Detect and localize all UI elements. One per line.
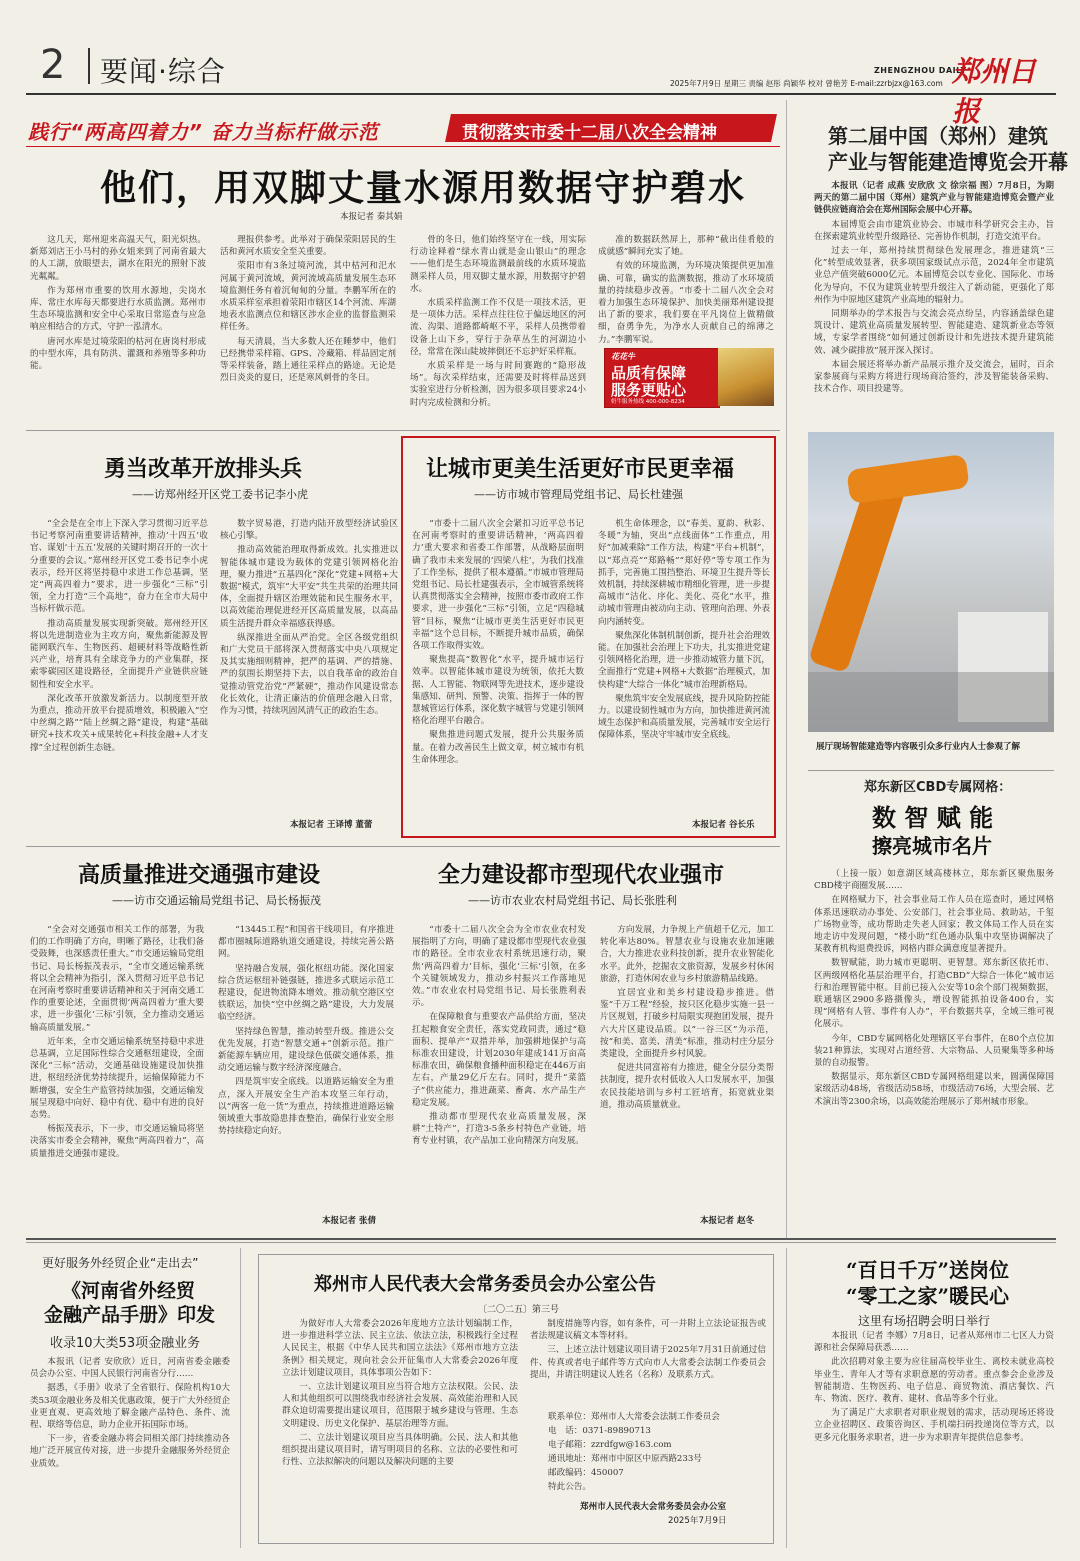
story-agri-title: 全力建设都市型现代农业强市 [438,863,725,888]
notice-body-col2: 制度措施等内容，如有条件，可一并附上立法论证报告或者法规建议稿文本等材料。 三、上述立法计划建议项目请于2025年7月31日前通过信件、传真或者电子邮件等方式向市人大常委会法制工作委员会提出，并请注明建议人姓名（名称）及联系方式。 [530,1319,766,1380]
notice-postcode: 邮政编码：450007 [548,1468,624,1478]
notice-signature: 郑州市人民代表大会常务委员会办公室 [580,1502,727,1512]
lead-story-body-col3: 骨的冬日，他们始终坚守在一线，用实际行动诠释着“绿水青山就是金山银山”的理念——他们是生态环境监测最前线的水质环境监测采样人员，用双脚丈量水源，用数据守护碧水。 水质采样监测工作不仅是一项技术活，更是一项体力活。采样点往往位于偏远地区的河流、沟渠、道路都崎岖不平，采样人员携带着设备上山下乡，穿行于杂草丛生的河湖边小径，常常在深山陡坡摔倒还不忘护好采样瓶。 水质采样是一场与时间赛跑的“隐形战场”。每次采样结束，还需要及时将样品送到实验室进行分析检测，因为很多项目要求24小时内完成检测和分析。 [410,235,586,408]
lead-story-body-col4: 准的数据跃然屏上，那种“截出佳肴般的成就感”瞬间充实了她。 有效的环境监测，为环境决策提供更加准确、可靠，确实的监测数据，推动了水环境质量的持续稳步改善。“市委十二届八次全会对着力加强生态环境保护、加快美丽郑州建设提出了新的要求，我们要在平凡岗位上做精做细，奋勇争先，为净水人贡献自己的绵薄之力。”李鹏军说。 [598,235,774,345]
story-transport-body-col2: “13445工程”和国省干线项目，有序推进都市圈城际道路轨道交通建设，持续完善公路网。 坚持融合发展，强化枢纽功能。深化国家综合货运枢纽补链强链，推进多式联运示范工程建设，促进物流降本增效。推动航空港区空铁联运，加快“空中丝绸之路”建设，大力发展临空经济。 坚持绿色智慧，推动转型升级。推进公交优先发展，打造“智慧交通+”创新示范。推广新能源车辆应用，建设绿色低碳交通体系，推动交通运输与数字经济深度融合。 四是筑牢安全底线。以道路运输安全为重点，深入开展安全生产治本攻坚三年行动，以“两客一危一货”为重点，持续推进道路运输领域重大事故隐患排查整治，确保行业安全形势持续稳定向好。 [218,925,394,1137]
finance-lead: 本报讯（记者 安欣欣）近日，河南省委金融委员会办公室、中国人民银行河南省分行…… [30,1357,230,1380]
story-center-body-col1: “市委十二届八次全会紧扣习近平总书记在河南考察时的重要讲话精神，‘两高四着力’重大要求和省委工作部署，从战略层面明确了我市未来发展的‘四梁八柱’，为我们找准了工作坐标，提供了根本遵循。”市城市管理局党组书记、局长杜建强表示，全市城管系统将认真贯彻落实全会精神，按照市委市政府工作要求，进一步强化“三标”引领，立足“四稳城管”目标，聚焦“让城市更美生活更好市民更幸福”这个总目标，不断提升城市品质，确保各项工作取得实效。 聚焦提高“数智化”水平，提升城市运行效率。以智能体城市建设为统领，依托大数据、人工智能、物联网等先进技术，逐步建设集感知、研判、预警、决策、指挥于一体的智慧城管运行体系，深化数字城管与党建引领网格化治理平台融合。 聚焦推进问题式发展，提升公共服务质量。在着力改善民生上做文章，树立城市有机生命体理念。 [412,519,584,765]
expo-photo-caption: 展厅现场智能建造等内容吸引众多行业内人士参观了解 [816,742,1021,752]
story-transport-subtitle: ——访市交通运输局党组书记、局长杨振茂 [112,894,321,907]
finance-kicker: 更好服务外经贸企业“走出去” [42,1256,199,1270]
notice-phone: 电 话：0371-89890713 [548,1426,651,1436]
banner-left-slogan: 践行“两高四着力” 奋力当标杆做示范 [28,120,379,144]
notice-number: 〔二〇二五〕第三号 [478,1305,560,1315]
ad-line2: 服务更贴心 [611,381,687,399]
issue-info: 2025年7月9日 星期三 责编 赵彤 尚颖华 校对 曾艳芳 E-mail:zzrbjzx@163.com [670,79,943,88]
story-agri-byline: 本报记者 赵冬 [700,1216,754,1226]
story-center-subtitle: ——访市城市管理局党组书记、局长杜建强 [474,488,683,501]
story-center-byline: 本报记者 谷长乐 [692,820,755,830]
notice-body-col1: 为做好市人大常委会2026年度地方立法计划编制工作，进一步推进科学立法、民主立法、依法立法，积极践行全过程人民民主，根据《中华人民共和国立法法》《郑州市地方立法条例》相关规定，现向社会公开征集市人大常委会2026年度立法计划建议项目，具体事项公告如下： 一、立法计划建议项目应当符合地方立法权限。公民、法人和其他组织可以围绕我市经济社会发展、高效能治理和人民群众迫切需要提出建议项目，范围限于城乡建设与管理、生态文明建设、历史文化保护、基层治理等方面。 二、立法计划建议项目应当具体明确。公民、法人和其他组织提出建议项目时，请写明项目的名称、立法的必要性和可行性、立法拟解决的问题以及解决问题的主要 [282,1319,518,1468]
story-left-title: 勇当改革开放排头兵 [104,457,303,482]
story-left-body-col2: 数字贸易港，打造内陆开放型经济试验区核心引擎。 推动高效能治理取得新成效。扎实推进以智能体城市建设为载体的党建引领网格化治理，聚力推进“五基四化”深化“党建+网格+大数据”模式，筑牢“大平安”共生共荣的治理共同体，全面提升辖区治理效能和民生服务水平，以高效能治理促进经开区高质量发展，以高品质生活提升群众幸福感获得感。 纵深推进全面从严治党。全区各级党组织和广大党员干部将深入贯彻落实中央八项规定及其实施细则精神，把严的基调、严的措施、严的氛围长期坚持下去，以自我革命的政治自觉推动管党治党“严紧硬”，推动作风建设常态化长效化，让清正廉洁的价值理念融入日常，作为习惯，持续巩固风清气正的政治生态。 [220,519,398,717]
paper-logo: 郑州日报 [952,55,1037,128]
cbd-title-line2: 擦亮城市名片 [872,834,992,858]
cbd-kicker: 郑东新区CBD专属网格： [864,780,1012,795]
lead-story-title: 他们，用双脚丈量水源用数据守护碧水 [100,168,747,209]
story-agri-body-col1: “市委十二届八次全会为全市农业农村发展指明了方向，明确了建设都市型现代农业强市的路径。全市农业农村系统迅速行动，聚焦‘两高四着力’目标，强化‘三标’引领，在多个关键领域发力，推动乡村振兴工作落地见效。”市农业农村局党组书记、局长张胜利表示。 在保障粮食与重要农产品供给方面，坚决扛起粮食安全责任，落实党政同责，通过“稳面积、提单产”双措并举，加强耕地保护与高标准农田建设，计划2030年建成141万亩高标准农田，确保粮食播种面积稳定在446万亩左右，产量29亿斤左右。同时，提升“菜篮子”供应能力，推进蔬菜、畜禽、水产品生产稳定发展。 推动都市型现代农业高质量发展，深耕“土特产”，打造3-5条乡村特色产业链，培育专业村镇，农产品加工业向精深方向发展。 [412,925,586,1147]
lead-story-body-col1: 这几天，郑州迎来高温天气，阳光炽热。新郑刘店王小马村的孙女姐来到了河南省最大的人工湖，放眼望去，湖水在阳光的照射下波光粼粼。 作为郑州市重要的饮用水源地，尖岗水库、常庄水库每天都要进行水质监测。郑州市生态环境监测和安全中心采取日常巡查与应急响应相结合的方式，守护一泓清水。 唐河水库是过境荥阳的枯河在唐岗村形成的中型水库，具有防洪、灌溉和养殖等多种功能。 [30,235,206,372]
section-title: 要闻·综合 [100,55,226,88]
expo-title-line1: 第二届中国（郑州）建筑 [828,124,1048,148]
cbd-body: （上接一版）如意湖区域高楼林立，郑东新区聚焦服务CBD楼宇商圈发展…… 在网格赋力下，社会事业局工作人员在巡查时，通过网格体系迅速联动办事处、公安部门，社会事业局、救助站，千玺广场物业等，成功帮助走失老人回家；教文体局工作人员在实地走访中发现问题，“楼小助”红色通办队集中攻坚协调解决了某教育机构退费投诉，网格内群众满意度显著提升。 数智赋能，助力城市更聪明、更智慧。郑东新区依托市、区两级网格化基层治理平台，打造CBD“大综合一体化”城市运行和治理智能中枢。目前已接入公安等10余个部门视频数据，联通辖区2900多路摄像头，增设智能抓拍设备400台，实现“网格有人管、事件有人办”，平台数据共享，全域三维可视化展示。 今年，CBD专属网格化处理辖区平台事件，在80个点位加装21种算法，实现对占道经营、大宗物品、人员聚集等多种场景的自动报警。 数据显示，郑东新区CBD专属网格组建以来，圆满保障国家级活动48场，省级活动58场，市级活动76场，大型会展、艺术演出等2300余场，以高效能治理展示了郑州城市形象。 [814,869,1054,1107]
expo-lead: 本报讯（记者 成燕 安欣欣 文 徐宗福 图）7月8日，为期两天的第二届中国（郑州）建筑产业与智能建造博览会暨产业链供应链商洽会在郑州国际会展中心开幕。 [814,181,1054,216]
masthead [26,40,1056,128]
story-transport-title: 高质量推进交通强市建设 [78,863,321,888]
paper-name-en: ZHENGZHOU DAILY [874,66,967,75]
finance-subtitle: 收录10大类53项金融业务 [50,1336,201,1351]
finance-title-line2: 金融产品手册》印发 [44,1304,216,1326]
story-center-body-col2: 机生命体理念，以“春美、夏韵、秋彩、冬暖”为轴，突出“点线面体”工作重点，用好“加减乘除”工作方法，构建“平台+机制”，以“郑点亮”“郑路畅”“郑好停”等专项工作为抓手，完善施工围挡整治、环境卫生提升等长效机制，持续深耕城市精细化管理，进一步提高城市“洁化、序化、美化、亮化”水平，推动城市管理由被动向主动、管理向治理、外表向内涵转变。 聚焦深化体制机制创新，提升社会治理效能。在加强社会治理上下功夫，扎实推进党建引领网格化治理，进一步推动城管力量下沉，全面推行“党建+网格+大数据”治理模式，加快构建“大综合一体化”城市治理新格局。 聚焦筑牢安全发展底线，提升风险防控能力。以建设韧性城市为方向，加快推进黄河流域生态保护和高质量发展，完善城市安全运行保障体系，坚决守牢城市安全底线。 [598,519,770,741]
finance-title-line1: 《河南省外经贸 [62,1280,196,1302]
jobs-lead: 本报讯（记者 李娜）7月8日，记者从郑州市二七区人力资源和社会保障局获悉…… [814,1331,1054,1354]
notice-title: 郑州市人民代表大会常务委员会办公室公告 [314,1274,656,1295]
ad-line1: 品质有保障 [611,364,687,382]
lead-story-body-col2: 理报供参考。此举对于确保荥阳居民的生活和黄河水质安全至关重要。 荥阳市有3条过境河流，其中枯河和汜水河属于黄河流域，黄河流域高质量发展生态环境监测任务有着沉甸甸的分量。李鹏军所在的水质采样室承担着荥阳市辖区14个河流、库湖地表水监测点位和辖区涉水企业的监督监测采样任务。 每天清晨，当大多数人还在睡梦中，他们已经携带采样箱、GPS、冷藏箱、样品固定剂等采样装备，踏上通往采样点的路途。无论是烈日炎炎的夏日，还是寒风刺骨的冬日。 [220,235,396,384]
story-transport-byline: 本报记者 张倩 [322,1216,376,1226]
ad-product-image [718,348,774,406]
story-center-title: 让城市更美生活更好市民更幸福 [426,457,735,482]
section-divider [88,48,90,84]
cbd-lead: （上接一版）如意湖区域高楼林立，郑东新区聚焦服务CBD楼宇商圈发展…… [814,869,1054,892]
jobs-title-line2: “零工之家”暖民心 [846,1284,1010,1308]
ad-brand: 花花牛 [611,352,635,361]
notice-contact-unit: 联系单位：郑州市人大常委会法制工作委员会 [548,1412,720,1422]
expo-title-line2: 产业与智能建造博览会开幕 [828,150,1068,174]
story-left-byline: 本报记者 王译博 董蕾 [290,820,373,830]
cbd-title-line1: 数 智 赋 能 [872,803,994,832]
notice-email: 电子邮箱：zzrdfgw@163.com [548,1440,672,1450]
jobs-subtitle: 这里有场招聘会明日举行 [858,1314,991,1328]
story-agri-body-col2: 方向发展，力争规上产值超千亿元，加工转化率达80%。智慧农业与设施农业加速融合，大力推进农业科技创新，提升农业智能化水平。此外，挖掘农文旅资源，发展乡村休闲旅游，打造休闲农业与乡村旅游精品线路。 宜居宜业和美乡村建设稳步推进。借鉴“千万工程”经验，按只区化稳步实施一县一片区规划，打破乡村局限实现抱团发展，提升六大片区建设品质。以“一谷三区”为示范，按“和美、富美、清美”标准，推动村庄分层分类建设，全面提升乡村风貌。 促进共同富裕有力推进，健全分层分类帮扶制度，提升农村低收入人口发展水平，加强农民技能培训与乡村工匠培育，拓宽就业渠道，推动高质量就业。 [600,925,774,1110]
finance-body: 本报讯（记者 安欣欣）近日，河南省委金融委员会办公室、中国人民银行河南省分行…… 据悉，《手册》收录了全省银行、保险机构10大类53项金融业务及相关优惠政策，便于广大外经贸企业更直观、更高效地了解金融产品特色、条件、流程、联络等信息，助力企业开拓国际市场。 下一步，省委金融办将会同相关部门持续推动各地广泛开展宣传对接，进一步提升金融服务外经贸企业质效。 [30,1357,230,1469]
jobs-title-line1: “百日千万”送岗位 [846,1258,1010,1282]
story-left-body-col1: “全会是在全市上下深入学习贯彻习近平总书记考察河南重要讲话精神，推动‘十四五’收官、谋划‘十五五’发展的关键时期召开的一次十分重要的会议。”郑州经开区党工委书记李小虎表示，经开区将坚持稳中求进工作总基调，坚定“两高四着力”要求，进一步强化“三标”引领，全力打造“三个高地”，奋力在全市大局中当标杆做示范。 推动高质量发展实现新突破。郑州经开区将以先进制造业为主攻方向，聚焦新能源及智能网联汽车、生物医药、超硬材料等战略性新兴产业，培育具有全球竞争力的产业集群，探索零碳园区建设路径，全面提升产业链供应链韧性和安全水平。 深化改革开放激发新活力。以制度型开放为重点，推动开放平台提质增效，积极融入“空中丝绸之路”“陆上丝绸之路”建设，构建“基础研究+技术攻关+成果转化+科技金融+人才支撑”全过程创新生态链。 [30,519,208,753]
banner-right-slogan-text: 贯彻落实市委十二届八次全会精神 [462,123,717,143]
jobs-body: 本报讯（记者 李娜）7月8日，记者从郑州市二七区人力资源和社会保障局获悉…… 此次招聘对象主要为应往届高校毕业生、离校未就业高校毕业生、青年人才等有求职意愿的劳动者。重点参会企业涉及智能制造、生物医药、电子信息、商贸物流、酒店餐饮、汽车、物流、医疗、教育、建材、食品等多个行业。 为了满足广大求职者对职业规划的需求，活动现场还将设立企业招聘区、政策咨询区、手机端扫码投递岗位等方式，以更多元化服务求职者，进一步为求职青年提供信息参考。 [814,1331,1054,1443]
expo-body: 本报讯（记者 成燕 安欣欣 文 徐宗福 图）7月8日，为期两天的第二届中国（郑州）建筑产业与智能建造博览会暨产业链供应链商洽会在郑州国际会展中心开幕。 本届博览会由市建筑业协会、市城市科学研究会主办，旨在探索建筑业转型升级路径、完善协作机制，打造交流平台。 过去一年，郑州持续贯彻绿色发展理念，推进建筑“三化”转型成效显著，获多项国家级试点示范，2024年全市建筑业总产值突破6000亿元。本届博览会以专业化、国际化、市场化为导向，不仅为建筑业转型升级注入了新动能，更强化了郑州作为中原地区建筑产业高地的辐射力。 同期举办的学术报告与交流会亮点纷呈，内容涵盖绿色建筑设计、建筑业高质量发展转型、智能建造、建筑新业态等领域，专家学者围绕“如何通过创新设计和先进技术提升建筑能效、减少碳排放”展开深入探讨。 本届会展还将举办新产品展示推介及交流会，届时，百余家参展商与采购方将进行现场商洽签约，涉及智能装备采购、技术合作、项目投建等。 [814,181,1054,395]
story-left-subtitle: ——访郑州经开区党工委书记李小虎 [132,488,308,501]
story-agri-subtitle: ——访市农业农村局党组书记、局长张胜利 [468,894,677,907]
page-number: 2 [40,42,66,88]
expo-photo [808,432,1054,732]
lead-story-byline: 本报记者 秦其娟 [340,212,403,222]
ad-hotline: 奶牛服务热线 400-000-8234 [611,399,685,405]
milk-ad [604,348,720,408]
notice-address: 通讯地址：郑州市中原区中原西路233号 [548,1454,702,1464]
notice-closing: 特此公告。 [548,1482,591,1492]
story-transport-body-col1: “全会对交通强市相关工作的部署，为我们的工作明确了方向，明晰了路径，让我们备受鼓舞，也深感责任重大。”市交通运输局党组书记、局长杨振茂表示，“全市交通运输系统将以全会精神为指引，深入贯彻习近平总书记在河南考察时重要讲话精神和关于河南交通工作的重要论述，全面贯彻‘两高四着力’重大要求，进一步强化‘三标’引领，全力推动交通运输高质量发展。” 近年来，全市交通运输系统坚持稳中求进总基调，立足国际性综合交通枢纽建设，全面深化“三标”活动，交通基础设施建设加快推进，枢纽经济优势持续提升，运输保障能力不断增强，安全生产监管持续加强，交通运输发展呈现稳中向好、稳中有优、稳中有进的良好态势。 杨振茂表示，下一步，市交通运输局将坚决落实市委全会精神，聚焦“两高四着力”，高质量推进交通强市建设。 [30,925,204,1159]
notice-date: 2025年7月9日 [668,1516,727,1526]
